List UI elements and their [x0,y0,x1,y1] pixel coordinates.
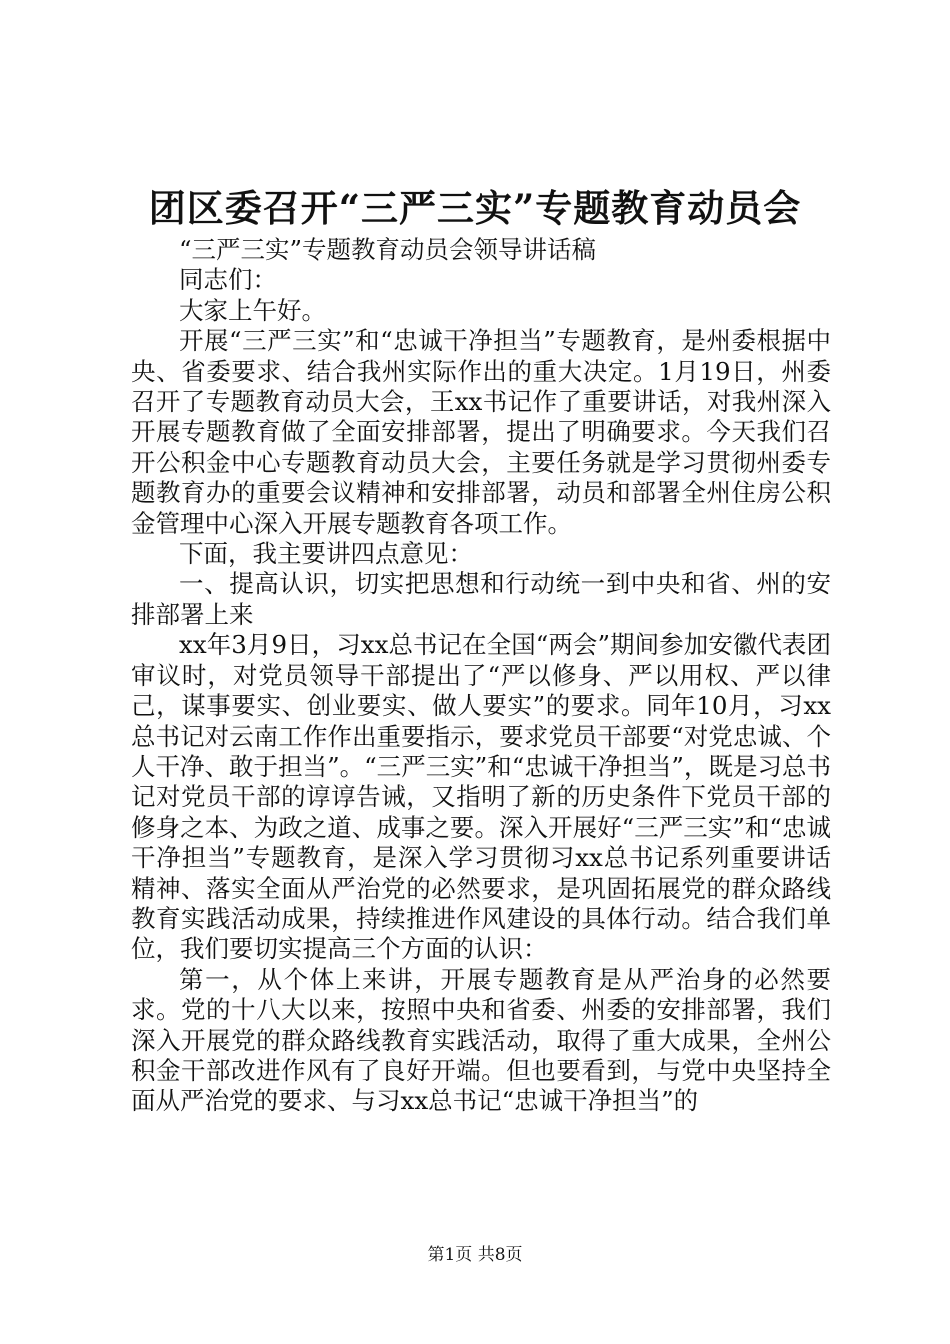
document-body [131,235,831,1117]
body-paragraph: 下面，我主要讲四点意见： [179,539,473,569]
body-paragraph: 开展“三严三实”和“忠诚干净担当”专题教育，是州委根据中央、省委要求、结合我州实际作出的重大决定。1月19日，州委召开了专题教育动员大会，王xx书记作了重要讲话，对我州深入开展专题教育做了全面安排部署，提出了明确要求。今天我们召开公积金中心专题教育动员大会，主要任务就是学习贯彻州委专题教育办的重要会议精神和安排部署，动员和部署全州住房公积金管理中心深入开展专题教育各项工作。 [131,326,831,538]
body-paragraph: xx年3月9日，习xx总书记在全国“两会”期间参加安徽代表团审议时，对党员领导干部提出了“严以修身、严以用权、严以律己，谋事要实、创业要实、做人要实”的要求。同年10月，习xx总书记对云南工作作出重要指示，要求党员干部要“对党忠诚、个人干净、敢于担当”。“三严三实”和“忠诚干净担当”，既是习总书记对党员干部的谆谆告诫，又指明了新的历史条件下党员干部的修身之本、为政之道、成事之要。深入开展好“三严三实”和“忠诚干净担当”专题教育，是深入学习贯彻习xx总书记系列重要讲话精神、落实全面从严治党的必然要求，是巩固拓展党的群众路线教育实践活动成果，持续推进作风建设的具体行动。结合我们单位，我们要切实提高三个方面的认识： [131,630,831,964]
page-footer: 第1页 共8页 [427,1245,523,1265]
section-heading: 一、提高认识，切实把思想和行动统一到中央和省、州的安排部署上来 [131,569,831,629]
greeting: 大家上午好。 [179,295,326,325]
speech-subtitle: “三严三实”专题教育动员会领导讲话稿 [179,235,597,264]
salutation: 同志们： [179,265,277,295]
document-title: 团区委召开“三严三实”专题教育动员会 [148,186,802,230]
body-paragraph: 第一，从个体上来讲，开展专题教育是从严治身的必然要求。党的十八大以来，按照中央和省委、州委的安排部署，我们深入开展党的群众路线教育实践活动，取得了重大成果，全州公积金干部改进作风有了良好开端。但也要看到，与党中央坚持全面从严治党的要求、与习xx总书记“忠诚干净担当”的 [131,964,831,1116]
